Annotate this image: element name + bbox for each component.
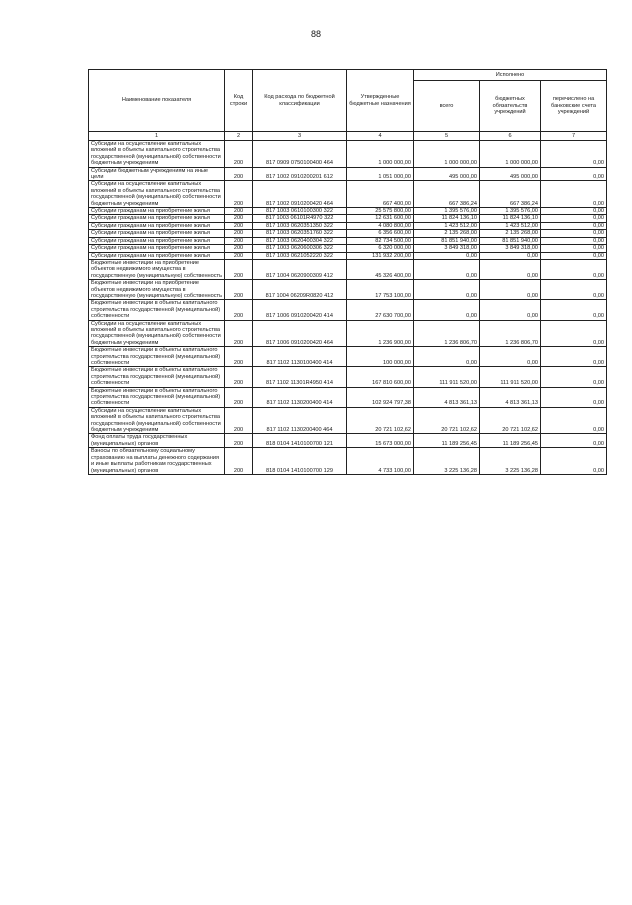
line-code-cell: 200 (225, 181, 253, 208)
table-row (89, 387, 607, 407)
line-code-cell: 200 (225, 407, 253, 434)
budget-obligations-cell: 11 824 136,10 (480, 215, 541, 222)
indicator-name-cell: Субсидии гражданам на приобретение жилья (89, 208, 225, 215)
expense-code-cell: 817 1102 1130200400 464 (253, 407, 347, 434)
line-code-cell: 200 (225, 434, 253, 448)
executed-total-cell: 20 721 102,62 (414, 407, 480, 434)
approved-amount-cell: 4 080 800,00 (347, 222, 414, 229)
table-row (89, 252, 607, 259)
line-code-cell: 200 (225, 167, 253, 181)
transferred-amount-cell: 0,00 (541, 167, 607, 181)
indicator-name-cell: Фонд оплаты труда государственных (муниципальных) органов (89, 434, 225, 448)
approved-amount-cell: 131 932 200,00 (347, 252, 414, 259)
expense-code-cell: 817 1102 11301R4950 414 (253, 367, 347, 387)
executed-total-cell: 1 000 000,00 (414, 141, 480, 168)
approved-amount-cell: 12 631 600,00 (347, 215, 414, 222)
executed-total-cell: 667 386,24 (414, 181, 480, 208)
approved-amount-cell: 667 400,00 (347, 181, 414, 208)
page-number: 88 (310, 29, 321, 39)
line-code-cell: 200 (225, 300, 253, 320)
approved-amount-cell: 15 673 000,00 (347, 434, 414, 448)
approved-amount-cell: 1 000 000,00 (347, 141, 414, 168)
line-code-cell: 200 (225, 245, 253, 252)
header-executed: Исполнено (414, 70, 607, 81)
table-row (89, 367, 607, 387)
approved-amount-cell: 100 000,00 (347, 347, 414, 367)
expense-code-cell: 817 1002 0910200201 612 (253, 167, 347, 181)
executed-total-cell: 111 911 520,00 (414, 367, 480, 387)
column-index: 7 (541, 132, 607, 141)
transferred-amount-cell: 0,00 (541, 407, 607, 434)
indicator-name-cell: Субсидии гражданам на приобретение жилья (89, 222, 225, 229)
transferred-amount-cell: 0,00 (541, 141, 607, 168)
line-code-cell: 200 (225, 230, 253, 237)
indicator-name-cell: Взносы по обязательному социальному страхованию на выплаты денежного содержания и иные выплаты работникам государственных (муниципальных) органов (89, 448, 225, 475)
indicator-name-cell: Бюджетные инвестиции на приобретение объектов недвижимого имущества в государственную (муниципальную) собственность (89, 259, 225, 279)
budget-obligations-cell: 4 813 361,13 (480, 387, 541, 407)
budget-obligations-cell: 20 721 102,62 (480, 407, 541, 434)
indicator-name-cell: Субсидии гражданам на приобретение жилья (89, 230, 225, 237)
indicator-name-cell: Субсидии гражданам на приобретение жилья (89, 252, 225, 259)
approved-amount-cell: 27 630 700,00 (347, 300, 414, 320)
header-budget-obligations: бюджетных обязательств учреждений (480, 81, 541, 132)
executed-total-cell: 11 189 256,45 (414, 434, 480, 448)
budget-obligations-cell: 1 000 000,00 (480, 141, 541, 168)
transferred-amount-cell: 0,00 (541, 259, 607, 279)
expense-code-cell: 817 1003 0621052220 322 (253, 252, 347, 259)
expense-code-cell: 818 0104 1410100700 121 (253, 434, 347, 448)
executed-total-cell: 0,00 (414, 252, 480, 259)
approved-amount-cell: 45 326 400,00 (347, 259, 414, 279)
transferred-amount-cell: 0,00 (541, 280, 607, 300)
executed-total-cell: 3 849 318,00 (414, 245, 480, 252)
executed-total-cell: 0,00 (414, 347, 480, 367)
budget-obligations-cell: 11 189 256,45 (480, 434, 541, 448)
approved-amount-cell: 1 051 000,00 (347, 167, 414, 181)
transferred-amount-cell: 0,00 (541, 448, 607, 475)
indicator-name-cell: Субсидии гражданам на приобретение жилья (89, 245, 225, 252)
approved-amount-cell: 25 575 800,00 (347, 208, 414, 215)
transferred-amount-cell: 0,00 (541, 387, 607, 407)
line-code-cell: 200 (225, 367, 253, 387)
indicator-name-cell: Субсидии бюджетным учреждениям на иные цели (89, 167, 225, 181)
approved-amount-cell: 167 810 600,00 (347, 367, 414, 387)
budget-obligations-cell: 667 386,24 (480, 181, 541, 208)
expense-code-cell: 817 1102 1130200400 414 (253, 387, 347, 407)
expense-code-cell: 817 1002 0910200420 464 (253, 181, 347, 208)
approved-amount-cell: 17 753 100,00 (347, 280, 414, 300)
executed-total-cell: 0,00 (414, 300, 480, 320)
expense-code-cell: 817 1003 0620351760 322 (253, 230, 347, 237)
expense-code-cell: 817 1004 0620900309 412 (253, 259, 347, 279)
transferred-amount-cell: 0,00 (541, 300, 607, 320)
table-row (89, 320, 607, 347)
line-code-cell: 200 (225, 215, 253, 222)
executed-total-cell: 0,00 (414, 280, 480, 300)
budget-obligations-cell: 0,00 (480, 280, 541, 300)
line-code-cell: 200 (225, 347, 253, 367)
line-code-cell: 200 (225, 237, 253, 244)
line-code-cell: 200 (225, 222, 253, 229)
transferred-amount-cell: 0,00 (541, 347, 607, 367)
table-row (89, 208, 607, 215)
line-code-cell: 200 (225, 252, 253, 259)
expense-code-cell: 817 1004 06209R0820 412 (253, 280, 347, 300)
header-name: Наименование показателя (89, 70, 225, 132)
expense-code-cell: 817 1003 06101R4970 322 (253, 215, 347, 222)
indicator-name-cell: Бюджетные инвестиции в объекты капитального строительства государственной (муниципальной) собственности (89, 387, 225, 407)
column-index: 1 (89, 132, 225, 141)
budget-obligations-cell: 3 225 136,28 (480, 448, 541, 475)
expense-code-cell: 817 1102 1130100400 414 (253, 347, 347, 367)
approved-amount-cell: 82 734 500,00 (347, 237, 414, 244)
line-code-cell: 200 (225, 208, 253, 215)
column-index: 6 (480, 132, 541, 141)
budget-obligations-cell: 495 000,00 (480, 167, 541, 181)
budget-obligations-cell: 1 395 576,00 (480, 208, 541, 215)
table-row (89, 181, 607, 208)
budget-obligations-cell: 3 849 318,00 (480, 245, 541, 252)
indicator-name-cell: Субсидии гражданам на приобретение жилья (89, 215, 225, 222)
budget-obligations-cell: 1 236 806,70 (480, 320, 541, 347)
transferred-amount-cell: 0,00 (541, 245, 607, 252)
budget-obligations-cell: 0,00 (480, 347, 541, 367)
line-code-cell: 200 (225, 448, 253, 475)
table-row (89, 215, 607, 222)
transferred-amount-cell: 0,00 (541, 208, 607, 215)
executed-total-cell: 4 813 361,13 (414, 387, 480, 407)
table-row (89, 434, 607, 448)
indicator-name-cell: Бюджетные инвестиции в объекты капитального строительства государственной (муниципальной) собственности (89, 347, 225, 367)
table-row (89, 347, 607, 367)
executed-total-cell: 2 135 268,00 (414, 230, 480, 237)
budget-obligations-cell: 2 135 268,00 (480, 230, 541, 237)
indicator-name-cell: Бюджетные инвестиции в объекты капитального строительства государственной (муниципальной) собственности (89, 367, 225, 387)
table-row (89, 167, 607, 181)
indicator-name-cell: Субсидии на осуществление капитальных вложений в объекты капитального строительства государственной (муниципальной) собственности бюджетным учреждениям (89, 141, 225, 168)
transferred-amount-cell: 0,00 (541, 222, 607, 229)
budget-obligations-cell: 0,00 (480, 252, 541, 259)
indicator-name-cell: Субсидии гражданам на приобретение жилья (89, 237, 225, 244)
table-row (89, 448, 607, 475)
table-row (89, 259, 607, 279)
expense-code-cell: 817 1006 0910200420 464 (253, 320, 347, 347)
approved-amount-cell: 1 236 900,00 (347, 320, 414, 347)
budget-obligations-cell: 111 911 520,00 (480, 367, 541, 387)
header-transferred: перечислено на банковские счета учреждений (541, 81, 607, 132)
approved-amount-cell: 20 721 102,62 (347, 407, 414, 434)
column-index: 2 (225, 132, 253, 141)
header-line-code: Код строки (225, 70, 253, 132)
approved-amount-cell: 4 733 100,00 (347, 448, 414, 475)
executed-total-cell: 0,00 (414, 259, 480, 279)
budget-obligations-cell: 1 423 512,00 (480, 222, 541, 229)
transferred-amount-cell: 0,00 (541, 215, 607, 222)
executed-total-cell: 81 851 940,00 (414, 237, 480, 244)
executed-total-cell: 3 225 136,28 (414, 448, 480, 475)
expense-code-cell: 817 1003 0610100300 322 (253, 208, 347, 215)
transferred-amount-cell: 0,00 (541, 237, 607, 244)
transferred-amount-cell: 0,00 (541, 252, 607, 259)
transferred-amount-cell: 0,00 (541, 181, 607, 208)
transferred-amount-cell: 0,00 (541, 434, 607, 448)
transferred-amount-cell: 0,00 (541, 367, 607, 387)
column-index: 4 (347, 132, 414, 141)
executed-total-cell: 1 236 806,70 (414, 320, 480, 347)
table-row (89, 280, 607, 300)
budget-obligations-cell: 0,00 (480, 259, 541, 279)
table-row (89, 222, 607, 229)
line-code-cell: 200 (225, 141, 253, 168)
expense-code-cell: 817 1003 0620400304 322 (253, 237, 347, 244)
expense-code-cell: 817 0909 0750100400 464 (253, 141, 347, 168)
line-code-cell: 200 (225, 280, 253, 300)
expense-code-cell: 818 0104 1410100700 129 (253, 448, 347, 475)
indicator-name-cell: Бюджетные инвестиции в объекты капитального строительства государственной (муниципальной) собственности (89, 300, 225, 320)
budget-execution-table (88, 69, 607, 475)
transferred-amount-cell: 0,00 (541, 230, 607, 237)
executed-total-cell: 1 395 576,00 (414, 208, 480, 215)
header-expense-code: Код расхода по бюджетной классификации (253, 70, 347, 132)
expense-code-cell: 817 1003 0620600306 322 (253, 245, 347, 252)
line-code-cell: 200 (225, 259, 253, 279)
table-row (89, 230, 607, 237)
indicator-name-cell: Бюджетные инвестиции на приобретение объектов недвижимого имущества в государственную (муниципальную) собственность (89, 280, 225, 300)
approved-amount-cell: 6 320 000,00 (347, 245, 414, 252)
table-row (89, 407, 607, 434)
approved-amount-cell: 102 924 797,38 (347, 387, 414, 407)
line-code-cell: 200 (225, 387, 253, 407)
approved-amount-cell: 6 356 600,00 (347, 230, 414, 237)
executed-total-cell: 11 824 136,10 (414, 215, 480, 222)
expense-code-cell: 817 1003 0620351350 322 (253, 222, 347, 229)
budget-obligations-cell: 81 851 940,00 (480, 237, 541, 244)
executed-total-cell: 495 000,00 (414, 167, 480, 181)
header-column-index-row (89, 132, 607, 141)
table-row (89, 300, 607, 320)
table-row (89, 141, 607, 168)
expense-code-cell: 817 1006 0910200420 414 (253, 300, 347, 320)
header-approved: Утвержденные бюджетные назначения (347, 70, 414, 132)
table-row (89, 245, 607, 252)
indicator-name-cell: Субсидии на осуществление капитальных вложений в объекты капитального строительства государственной (муниципальной) собственности бюджетным учреждениям (89, 320, 225, 347)
transferred-amount-cell: 0,00 (541, 320, 607, 347)
table-row (89, 237, 607, 244)
column-index: 3 (253, 132, 347, 141)
header-row-top (89, 70, 607, 81)
column-index: 5 (414, 132, 480, 141)
indicator-name-cell: Субсидии на осуществление капитальных вложений в объекты капитального строительства государственной (муниципальной) собственности бюджетным учреждениям (89, 181, 225, 208)
executed-total-cell: 1 423 512,00 (414, 222, 480, 229)
table-body (89, 141, 607, 475)
header-total: всего (414, 81, 480, 132)
line-code-cell: 200 (225, 320, 253, 347)
budget-obligations-cell: 0,00 (480, 300, 541, 320)
indicator-name-cell: Субсидии на осуществление капитальных вложений в объекты капитального строительства государственной (муниципальной) собственности бюджетным учреждениям (89, 407, 225, 434)
